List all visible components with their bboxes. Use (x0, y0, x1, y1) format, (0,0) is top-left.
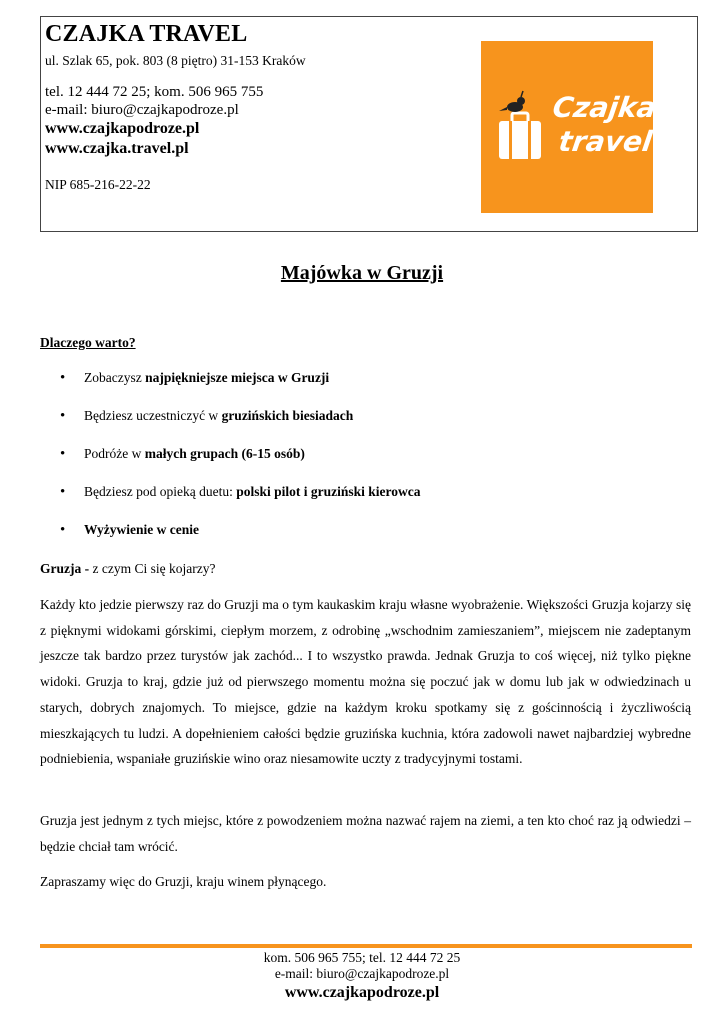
email: e-mail: biuro@czajkapodroze.pl (45, 102, 239, 118)
header-box (40, 16, 698, 232)
list-item: • Będziesz pod opieką duetu: polski pilot i gruziński kierowca (40, 482, 680, 520)
why-heading: Dlaczego warto? (40, 335, 136, 350)
logo-text-travel: travel (556, 125, 655, 158)
footer-divider (40, 944, 692, 948)
company-logo (481, 41, 659, 213)
footer-email: e-mail: biuro@czajkapodroze.pl (274, 966, 450, 981)
list-item: • Wyżywienie w cenie (40, 520, 680, 558)
list-item: • Podróże w małych grupach (6-15 osób) (40, 444, 680, 482)
nip: NIP 685-216-22-22 (45, 177, 151, 192)
contact-block (45, 83, 263, 159)
intro-line: Gruzja - z czym Ci się kojarzy? (40, 561, 216, 576)
list-item: • Będziesz uczestniczyć w gruzińskich biesiadach (40, 406, 680, 444)
logo-text-czajka: Czajka (550, 91, 659, 124)
phone: tel. 12 444 72 25; kom. 506 965 755 (45, 84, 264, 100)
paragraph: Zapraszamy więc do Gruzji, kraju winem płynącego. (40, 874, 327, 889)
paragraph: Gruzja jest jednym z tych miejsc, które z powodzeniem można nazwać rajem na ziemi, a ten kto choć raz ją odwiedzi – będzie chciał tam wrócić. (40, 813, 691, 854)
company-address: ul. Szlak 65, pok. 803 (8 piętro) 31-153 Kraków (45, 53, 306, 68)
website-link-1[interactable]: www.czajkapodroze.pl (45, 120, 200, 137)
why-list (40, 368, 680, 558)
footer-phones: kom. 506 965 755; tel. 12 444 72 25 (263, 950, 461, 965)
page-title: Majówka w Gruzji (280, 262, 444, 284)
website-link-2[interactable]: www.czajka.travel.pl (45, 140, 189, 157)
footer-website-link[interactable]: www.czajkapodroze.pl (284, 984, 440, 1001)
list-item: • Zobaczysz najpiękniejsze miejsca w Gruzji (40, 368, 680, 406)
company-name: CZAJKA TRAVEL (45, 21, 248, 47)
paragraph: Każdy kto jedzie pierwszy raz do Gruzji ma o tym kaukaskim kraju własne wyobrażenie. Większości Gruzja kojarzy się z pięknymi widokami górskimi, ciepłym morzem, z odrobinę „wschodnim zamieszaniem”, miejscem nie zadeptanym jeszcze tak bardzo przez turystów jak zachód... I to wszystko prawda. Jednak Gruzja to coś więcej, niż tylko piękne widoki. Gruzja to kraj, gdzie już od pierwszego momentu można się poczuć jak w domu lub jak w odwiedzinach u starych, dobrych znajomych. To miejsce, gdzie na każdym kroku spotkamy się z gościnnością i życzliwością mieszkających tu ludzi. A dopełnieniem całości będzie gruzińska kuchnia, która zadowoli nawet najbardziej wybredne podniebienia, wspaniałe gruzińskie wino oraz niesamowite uczty z tradycyjnymi tostami. (40, 597, 691, 767)
